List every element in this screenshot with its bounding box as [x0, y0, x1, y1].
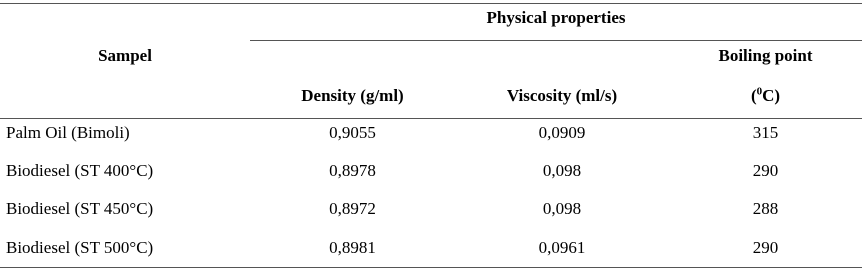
- boiling-unit-open: (: [750, 86, 757, 105]
- column-header-viscosity: Viscosity (ml/s): [506, 86, 618, 105]
- row-3-density: 0,8972: [329, 199, 376, 218]
- row-4-sample: Biodiesel (ST 500°C): [6, 238, 154, 257]
- row-1-boiling: 315: [752, 123, 779, 142]
- row-4-viscosity: 0,0961: [538, 238, 586, 257]
- column-header-density: Density (g/ml): [301, 86, 404, 105]
- row-4-density: 0,8981: [329, 238, 376, 257]
- group-header-rule: [250, 40, 862, 41]
- column-header-sample: Sampel: [98, 46, 152, 65]
- row-2-boiling: 290: [752, 161, 779, 180]
- column-header-boiling-unit: [669, 86, 862, 106]
- column-header-boiling-point: Boiling point: [718, 46, 813, 65]
- row-2-sample: Biodiesel (ST 400°C): [6, 161, 154, 180]
- row-3-viscosity: 0,098: [542, 199, 582, 218]
- header-bottom-rule: [0, 118, 862, 119]
- row-2-density: 0,8978: [329, 161, 376, 180]
- row-2-viscosity: 0,098: [542, 161, 582, 180]
- table-bottom-rule: [0, 267, 862, 268]
- boiling-unit-degree: 0: [756, 85, 763, 98]
- boiling-unit-close: C): [762, 86, 781, 105]
- row-3-boiling: 288: [752, 199, 779, 218]
- row-1-viscosity: 0,0909: [538, 123, 586, 142]
- row-4-boiling: 290: [752, 238, 779, 257]
- table-top-rule: [0, 3, 862, 4]
- row-1-density: 0,9055: [329, 123, 376, 142]
- group-header-physical-properties: Physical properties: [486, 8, 626, 27]
- row-3-sample: Biodiesel (ST 450°C): [6, 199, 154, 218]
- row-1-sample: Palm Oil (Bimoli): [6, 123, 130, 142]
